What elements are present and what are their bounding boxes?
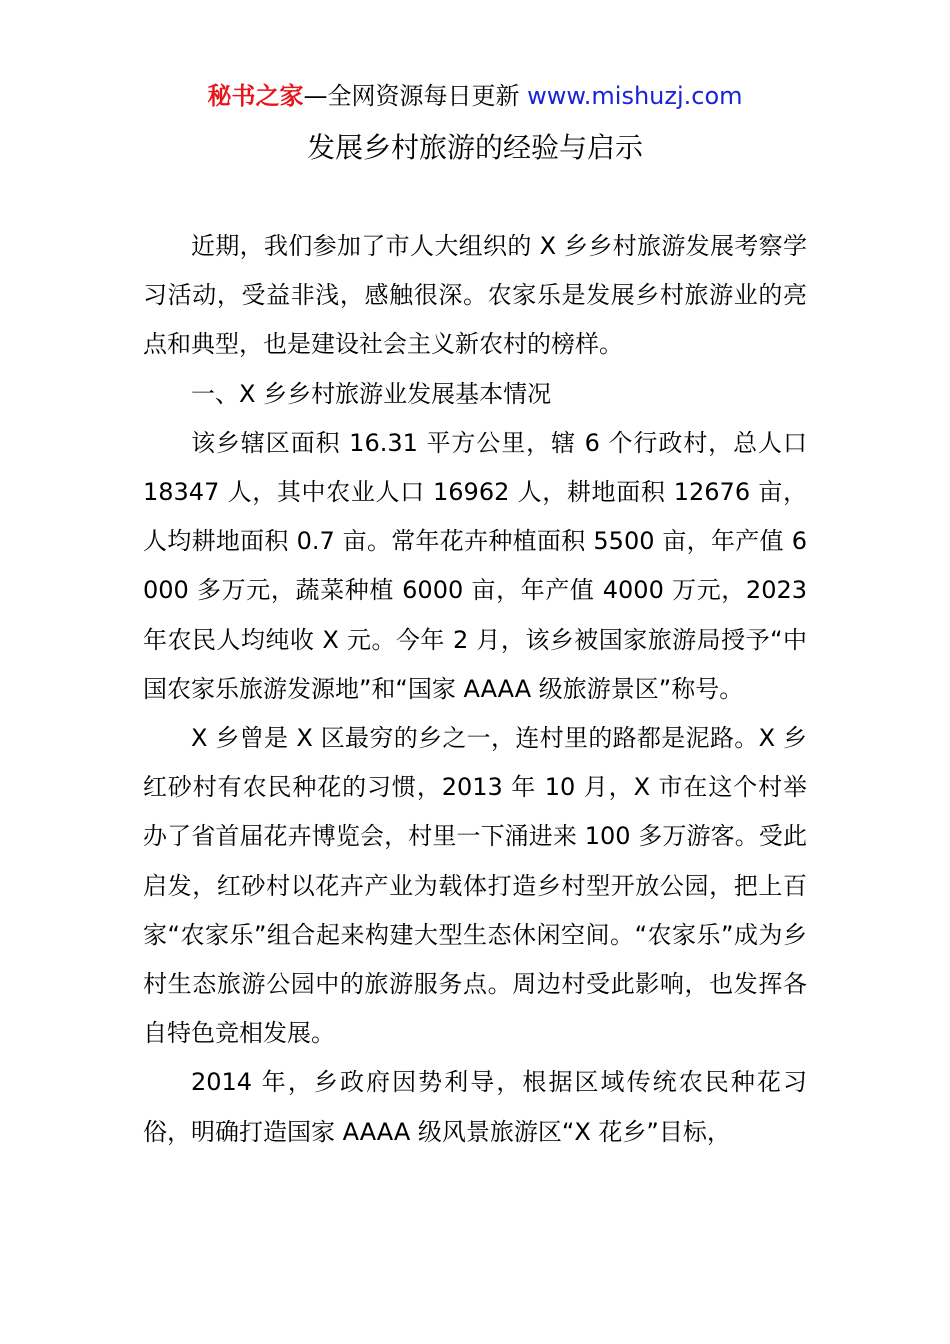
paragraph-2014: 2014 年，乡政府因势利导，根据区域传统农民种花习俗，明确打造国家 AAAA 级风景旅游区“X 花乡”目标， bbox=[143, 1068, 807, 1146]
document-title: 发展乡村旅游的经验与启示 bbox=[306, 131, 643, 164]
site-url-link[interactable]: www.mishuzj.com bbox=[527, 82, 743, 110]
site-header bbox=[0, 80, 950, 112]
paragraph-history: X 乡曾是 X 区最穷的乡之一，连村里的路都是泥路。X 乡红砂村有农民种花的习惯，2013 年 10 月，X 市在这个村举办了省首届花卉博览会，村里一下涌进来 100 多万游客。受此启发，红砂村以花卉产业为载体打造乡村型开放公园，把上百家“农家乐”组合起来构建大型生态休闲空间。“农家乐”成为乡村生态旅游公园中的旅游服务点。周边村受此影响，也发挥各自特色竞相发展。 bbox=[143, 724, 807, 1048]
document-body bbox=[143, 222, 807, 1157]
site-brand: 秘书之家 bbox=[207, 82, 304, 110]
section-heading-1: 一、X 乡乡村旅游业发展基本情况 bbox=[191, 379, 552, 408]
paragraph-intro: 近期，我们参加了市人大组织的 X 乡乡村旅游发展考察学习活动，受益非浅，感触很深。农家乐是发展乡村旅游业的亮点和典型，也是建设社会主义新农村的榜样。 bbox=[143, 232, 807, 359]
site-tagline: —全网资源每日更新 bbox=[303, 82, 528, 110]
paragraph-basic-info: 该乡辖区面积 16.31 平方公里，辖 6 个行政村，总人口 18347 人，其中农业人口 16962 人，耕地面积 12676 亩，人均耕地面积 0.7 亩。常年花卉种植面积 5500 亩，年产值 6000 多万元，蔬菜种植 6000 亩，年产值 4000 万元，2023 年农民人均纯收 X 元。今年 2 月，该乡被国家旅游局授予“中国农家乐旅游发源地”和“国家 AAAA 级旅游景区”称号。 bbox=[143, 428, 807, 703]
